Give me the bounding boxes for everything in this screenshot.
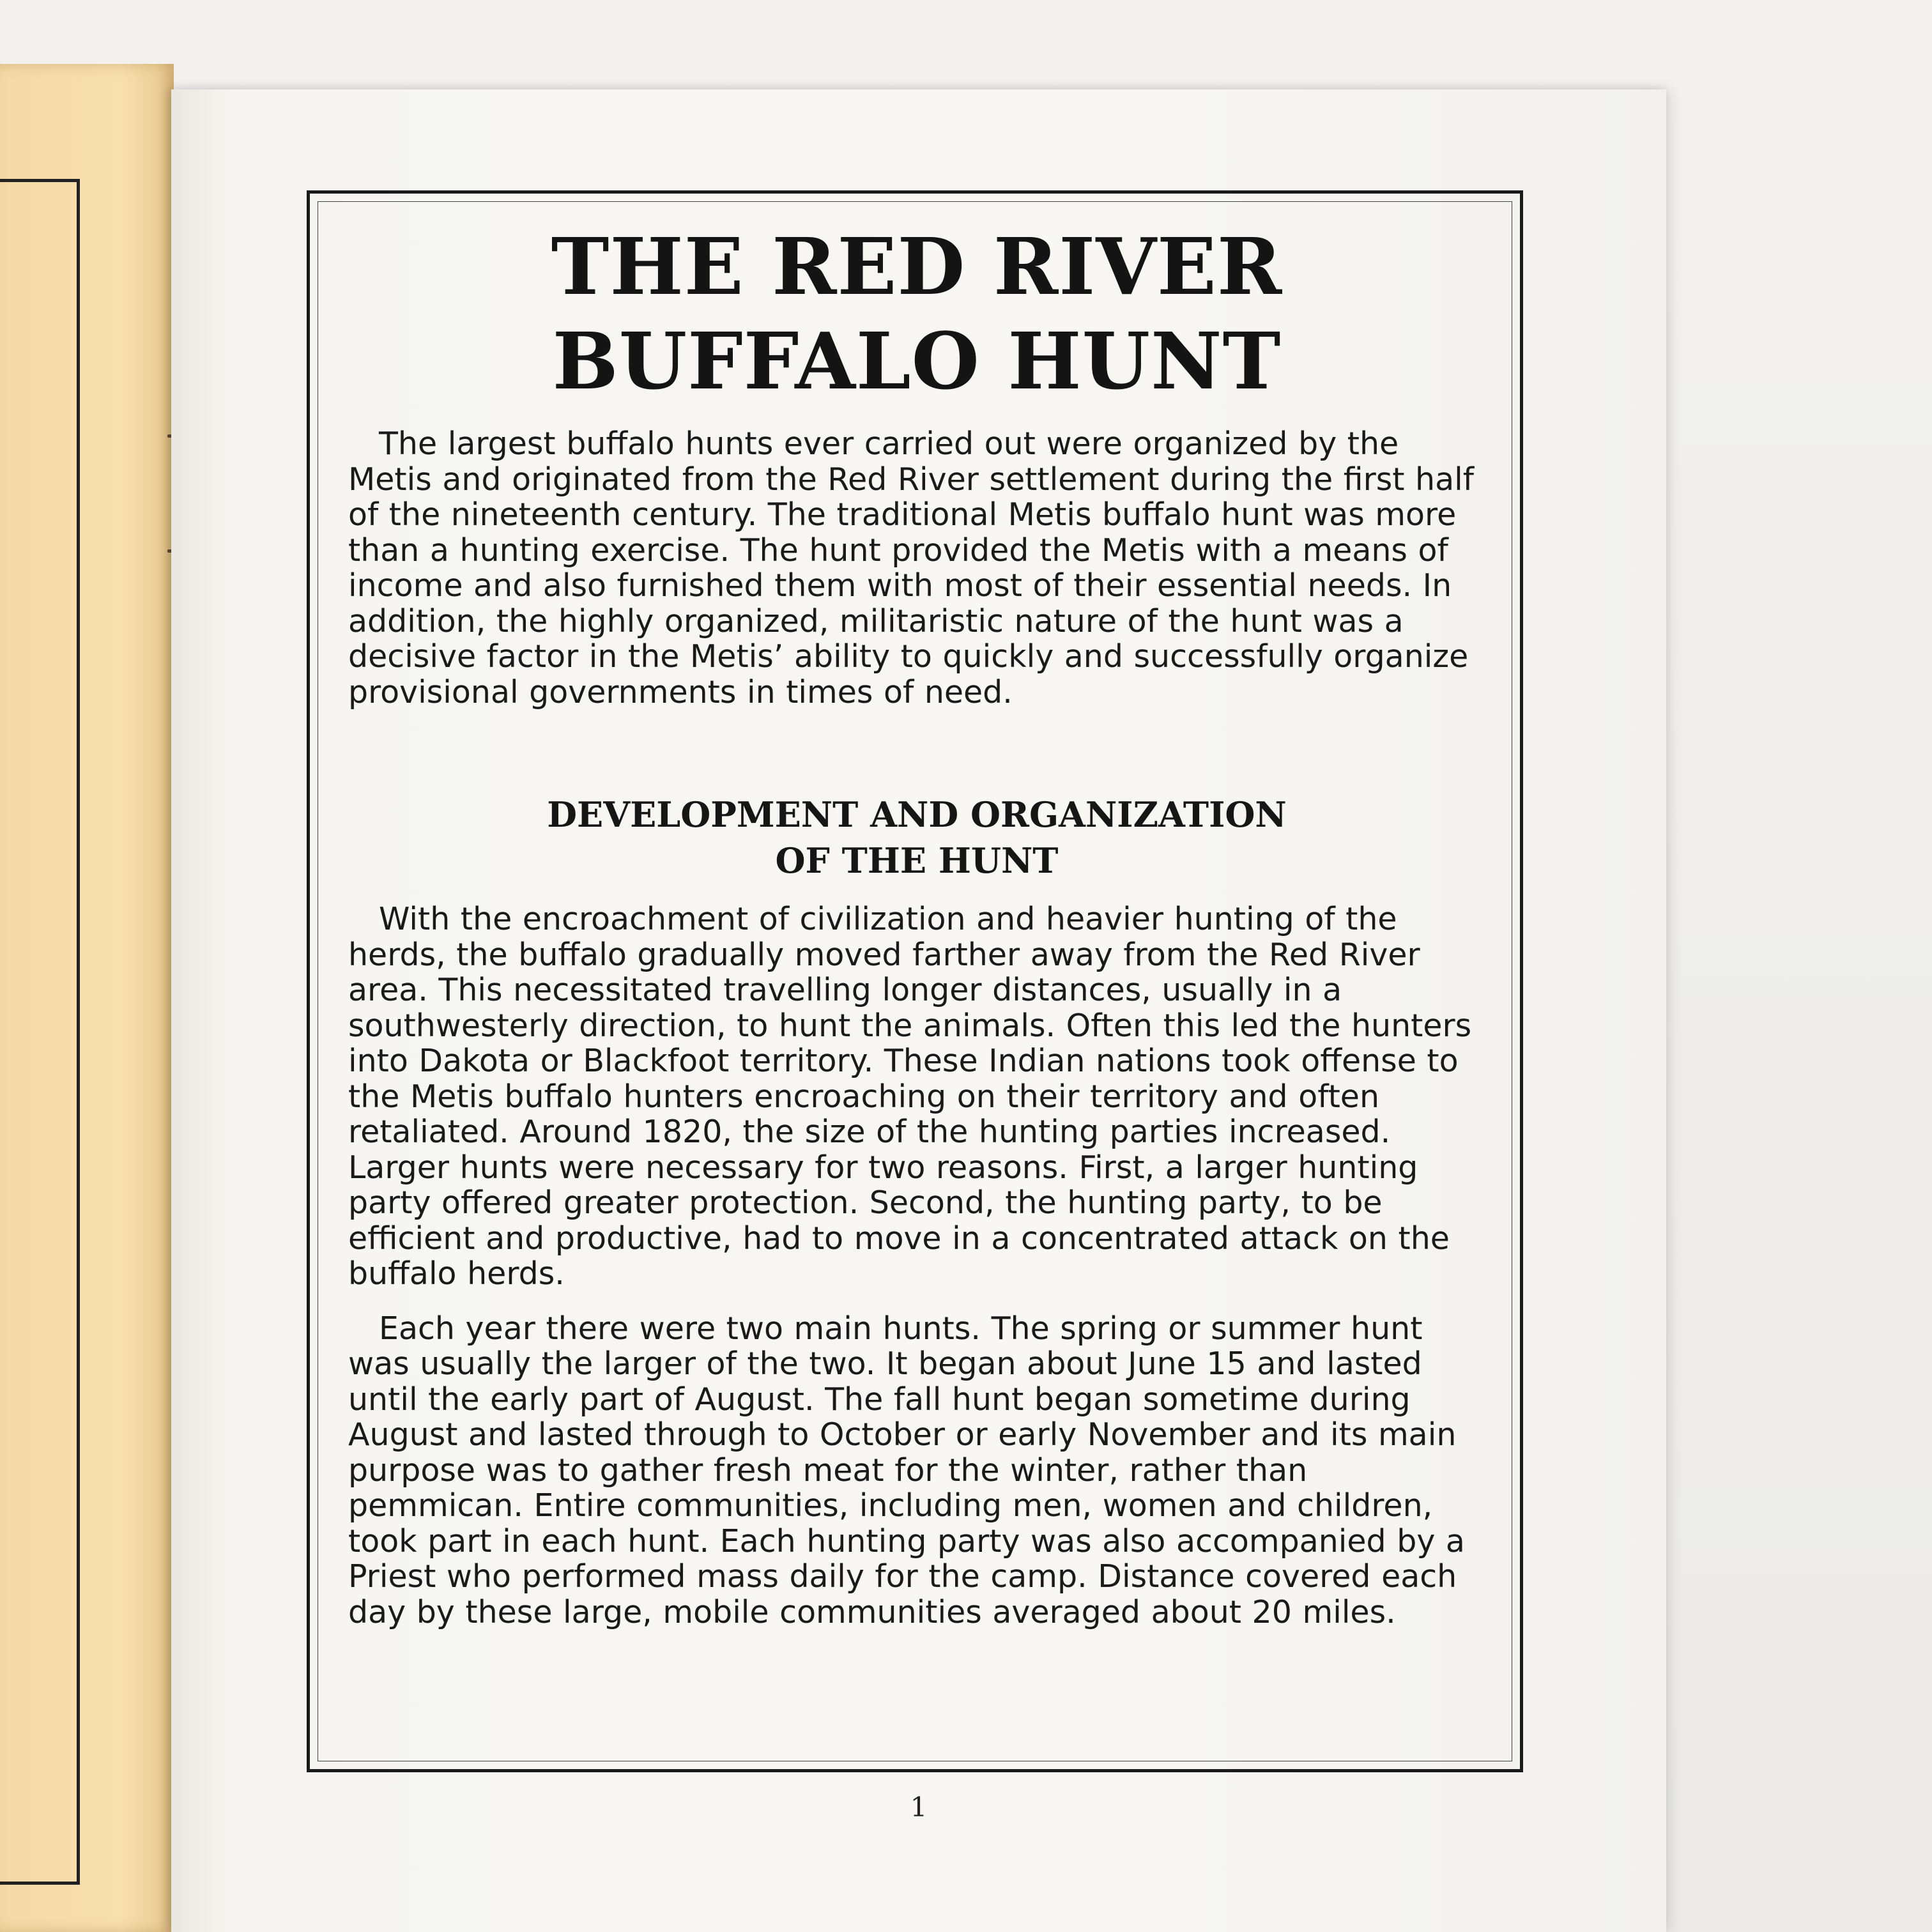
section-paragraph-2: Each year there were two main hunts. The spring or summer hunt was usually the larger of the two. It began about June 15 and lasted until the early part of August. The fall hunt began sometime during August and lasted through to October or early November and its main purpose was to gather fresh meat for the winter, rather than pemmican. Entire communities, including men, women and children, took part in each hunt. Each hunting party was also accompanied by a Priest who performed mass daily for the camp. Distance covered each day by these large, mobile communities averaged about 20 miles. <box>348 1310 1465 1630</box>
page-text-frame <box>307 190 1523 1772</box>
section-heading-line-1: DEVELOPMENT AND ORGANIZATION <box>547 794 1287 835</box>
section-heading-line-2: OF THE HUNT <box>775 840 1059 881</box>
left-facing-page <box>0 64 174 1932</box>
page-content <box>348 219 1485 1630</box>
left-page-border-frame <box>0 179 80 1885</box>
section-paragraph-1: With the encroachment of civilization and heavier hunting of the herds, the buffalo gradually moved farther away from the Red River area. This necessitated travelling longer distances, usually in a southwesterly direction, to hunt the animals. Often this led the hunters into Dakota or Blackfoot territory. These Indian nations took offense to the Metis buffalo hunters encroaching on their territory and often retaliated. Around 1820, the size of the hunting parties increased. Larger hunts were necessary for two reasons. First, a larger hunting party offered greater protection. Second, the hunting party, to be efficient and productive, had to move in a concentrated attack on the buffalo herds. <box>348 901 1472 1292</box>
intro-paragraph: The largest buffalo hunts ever carried out were organized by the Metis and originated from the Red River settlement during the first half of the nineteenth century. The traditional Metis buffalo hunt was more than a hunting exercise. The hunt provided the Metis with a means of income and also furnished them with most of their essential needs. In addition, the highly organized, militaristic nature of the hunt was a decisive factor in the Metis’ ability to quickly and successfully organize provisional governments in times of need. <box>348 425 1474 710</box>
page-number: 1 <box>910 1791 928 1823</box>
page-title <box>348 219 1485 408</box>
booklet-page <box>171 89 1666 1932</box>
title-line-2: BUFFALO HUNT <box>552 315 1282 407</box>
title-line-1: THE RED RIVER <box>551 220 1283 312</box>
section-heading <box>348 792 1485 884</box>
